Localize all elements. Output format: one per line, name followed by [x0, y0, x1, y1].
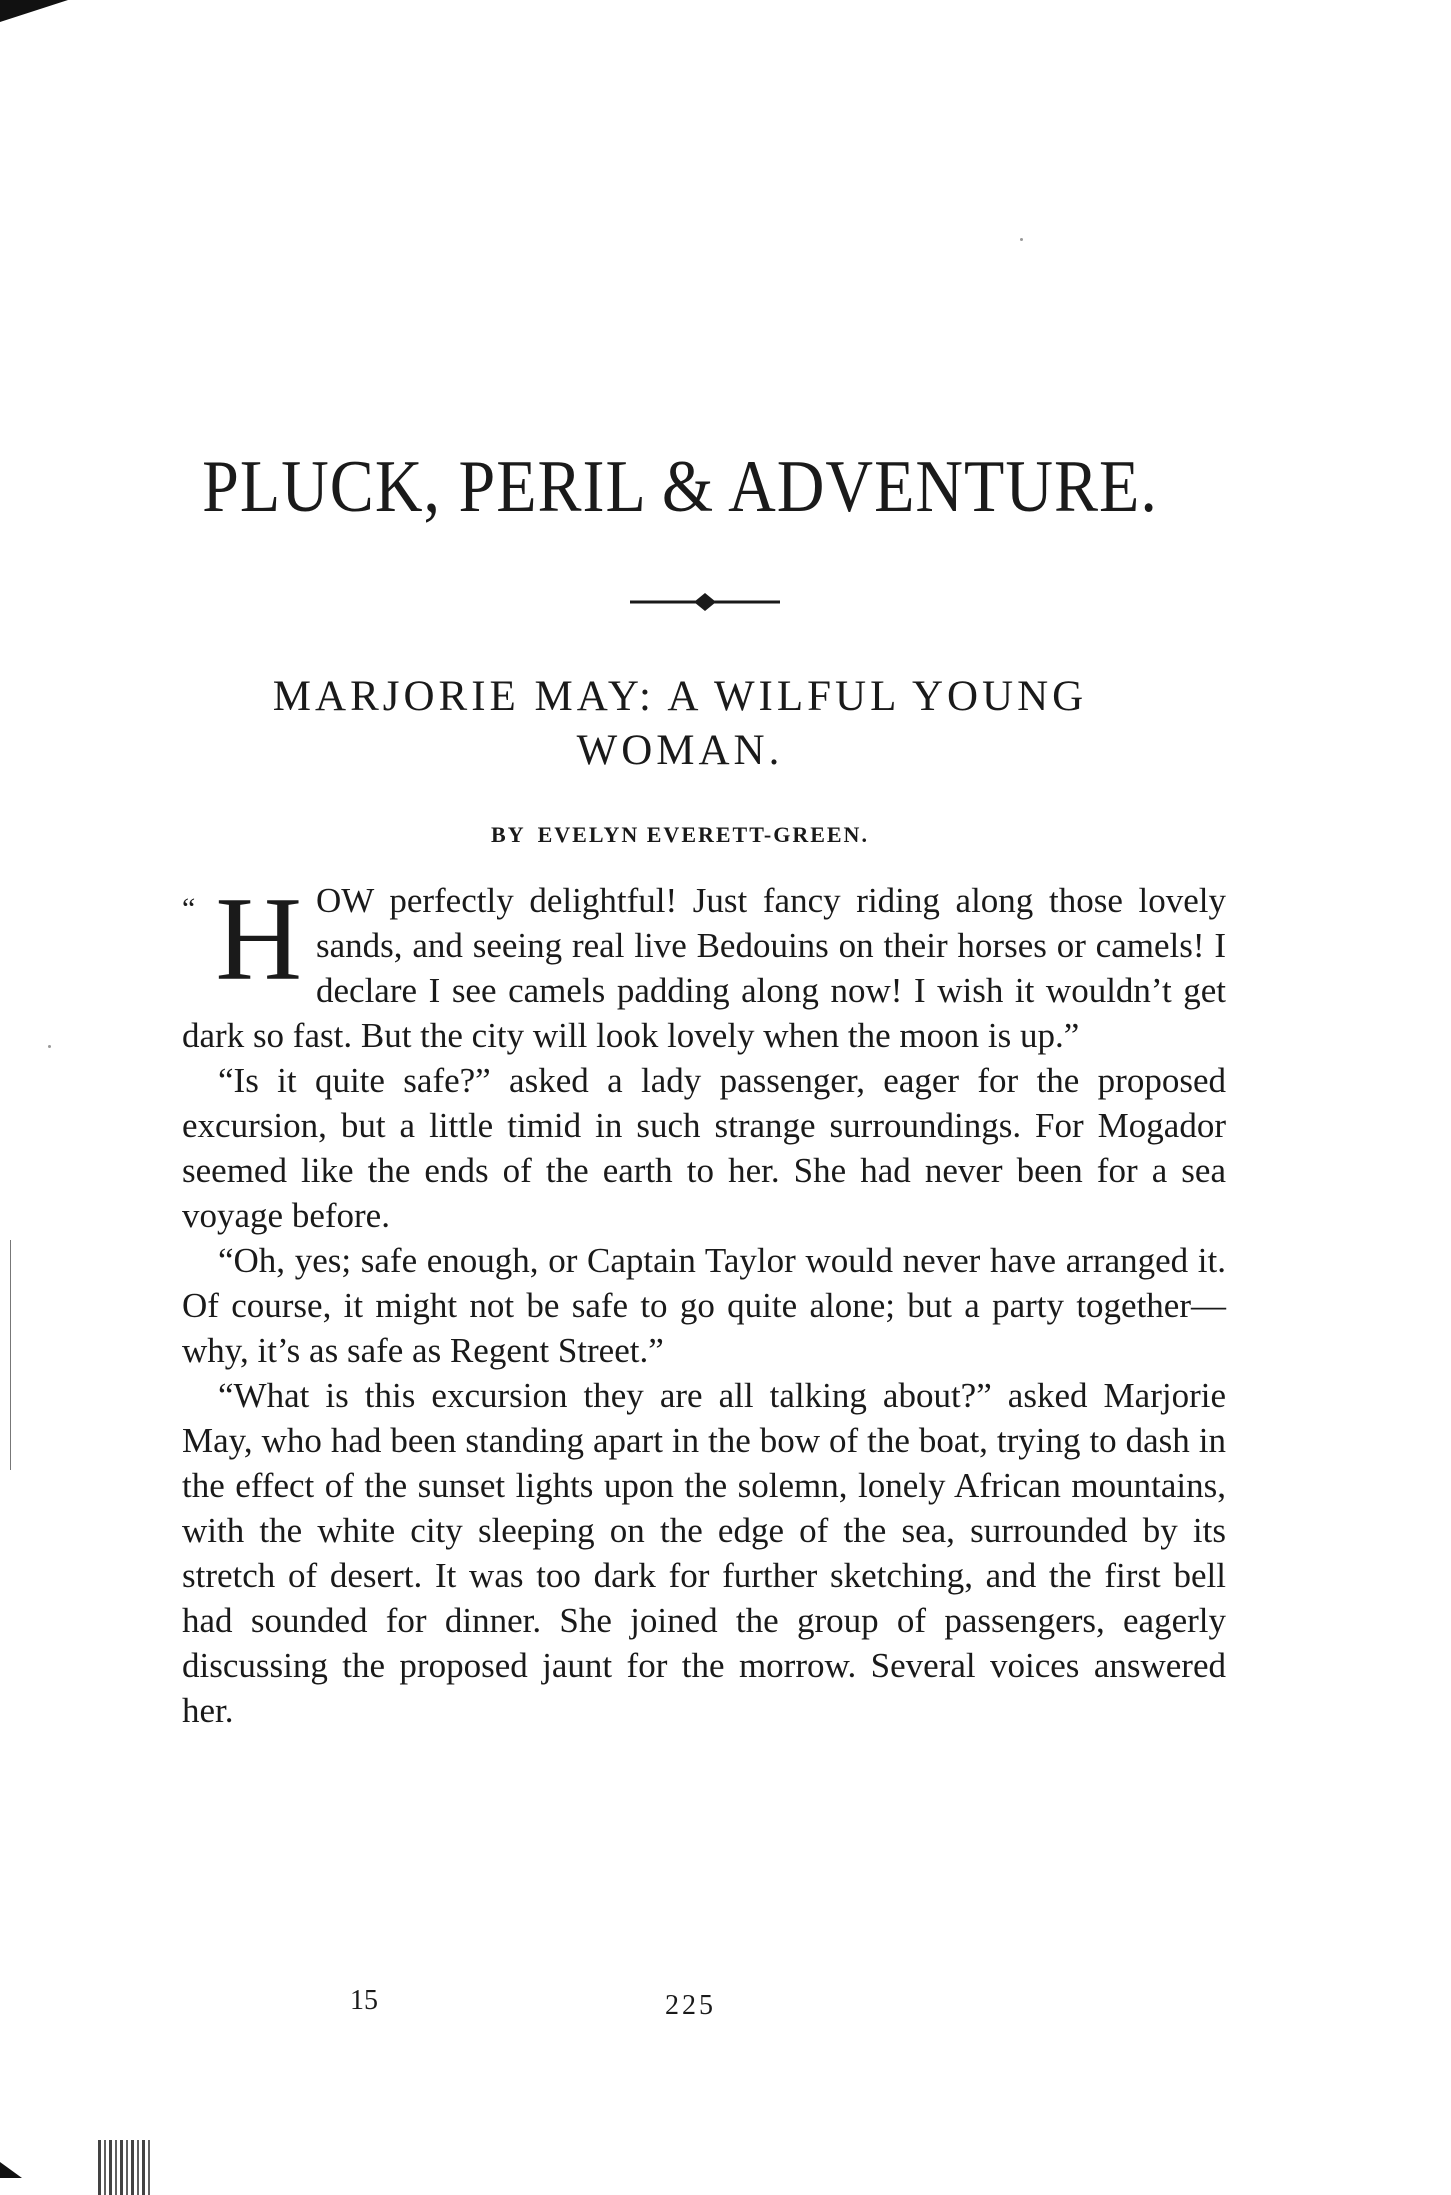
author-name: EVELYN EVERETT-GREEN.	[537, 822, 869, 847]
binding-shadow	[98, 2140, 150, 2195]
story-title-line-2: WOMAN.	[576, 727, 784, 774]
drop-cap-block	[182, 872, 302, 1013]
story-title	[190, 670, 1170, 778]
byline	[190, 822, 1170, 848]
opening-quote: “	[182, 892, 196, 925]
story-body	[182, 872, 1226, 1733]
bottom-corner-mark	[0, 2162, 22, 2178]
paragraph: “Is it quite safe?” asked a lady passenger, eager for the proposed excursion, but a little timid in such strange surroundings. For Mogador seemed like the ends of the earth to her. She had never been for a sea voyage before.	[182, 1061, 1226, 1235]
corner-mark	[0, 0, 68, 22]
story-title-line-1: MARJORIE MAY: A WILFUL YOUNG	[272, 673, 1088, 720]
ornamental-rule	[630, 591, 780, 613]
paragraph	[182, 872, 1226, 1058]
page-number: 225	[665, 1990, 716, 2021]
paper-speck	[1020, 238, 1023, 241]
printer-signature: 15	[350, 1985, 378, 2016]
paper-speck	[48, 1045, 51, 1048]
margin-line	[10, 1240, 11, 1470]
paragraph: “Oh, yes; safe enough, or Captain Taylor would never have arranged it. Of course, it might not be safe to go quite alone; but a party together—why, it’s as safe as Regent Street.”	[182, 1241, 1226, 1370]
paragraph-text: OW perfectly delightful! Just fancy riding along those lovely sands, and seeing real live Bedouins on their horses or camels! I declare I see camels padding along now! I wish it wouldn’t get dark so fast. But the city will look lovely when the moon is up.”	[182, 881, 1226, 1055]
drop-cap: H	[215, 872, 302, 1005]
series-title: PLUCK, PERIL & ADVENTURE.	[202, 446, 1158, 528]
paragraph: “What is this excursion they are all talking about?” asked Marjorie May, who had been standing apart in the bow of the boat, trying to dash in the effect of the sunset lights upon the solemn, lonely African mountains, with the white city sleeping on the edge of the sea, surrounded by its stretch of desert. It was too dark for further sketching, and the first bell had sounded for dinner. She joined the group of passengers, eagerly discussing the proposed jaunt for the morrow. Several voices answered her.	[182, 1376, 1226, 1730]
byline-prefix: BY	[491, 822, 526, 847]
